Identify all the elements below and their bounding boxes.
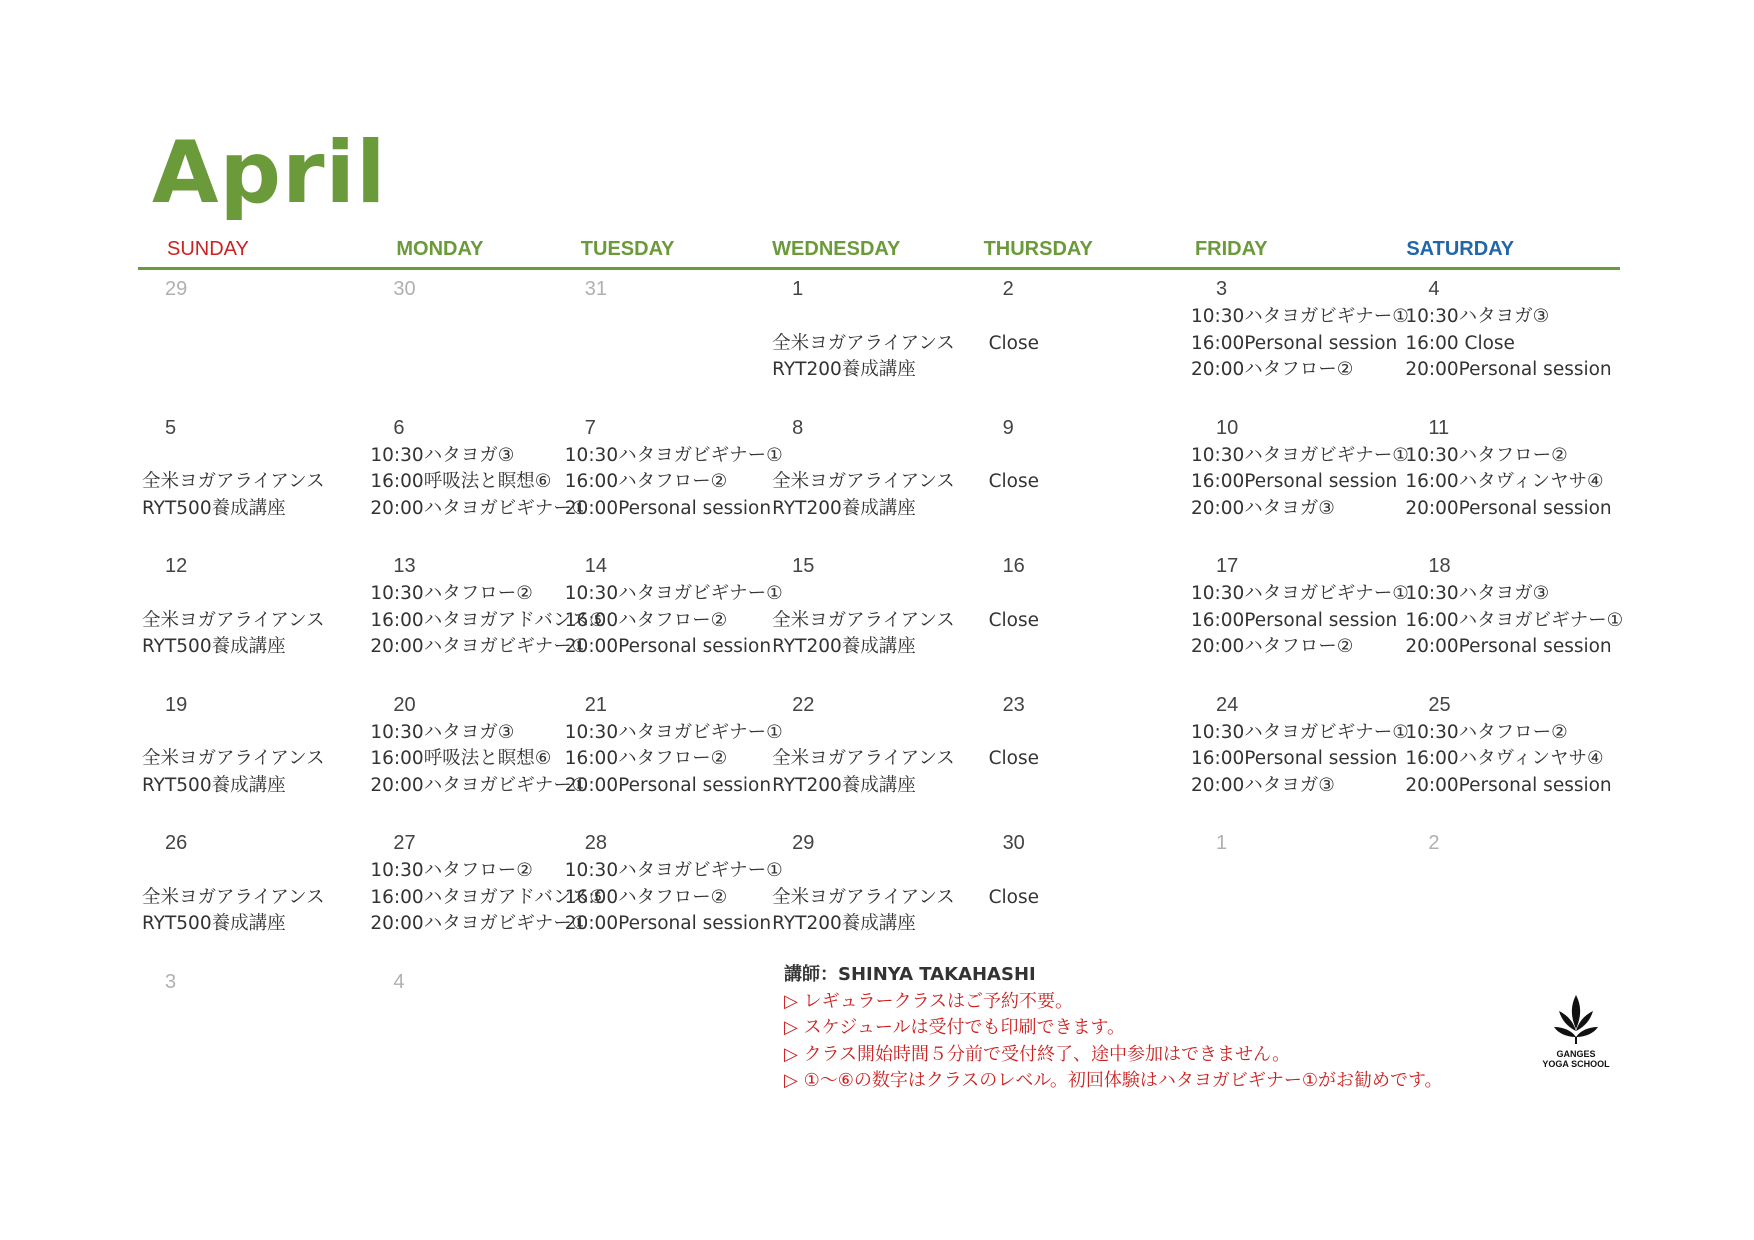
schedule-line xyxy=(772,304,955,331)
schedule-line: 20:00Personal session xyxy=(564,636,772,658)
schedule-line: 20:00Personal session xyxy=(564,913,772,935)
day-cell xyxy=(984,272,1195,411)
day-cell xyxy=(138,688,349,827)
day-cell xyxy=(772,411,983,550)
day-cell xyxy=(561,549,783,688)
schedule-line xyxy=(142,720,325,747)
day-cell xyxy=(1405,549,1624,688)
day-cell xyxy=(349,272,560,411)
day-cell xyxy=(561,688,783,827)
day-cell xyxy=(1190,411,1409,550)
day-cell xyxy=(1190,272,1409,411)
schedule-line xyxy=(989,304,1039,331)
weekday-thursday: THURSDAY xyxy=(983,238,1093,260)
schedule-line xyxy=(142,581,325,608)
schedule-line: 10:30ハタヨガ③ xyxy=(1405,306,1550,327)
day-number: 29 xyxy=(165,278,188,300)
day-schedule xyxy=(1191,304,1409,384)
day-cell xyxy=(984,411,1195,550)
schedule-line: 20:00ハタヨガ③ xyxy=(1190,774,1335,796)
schedule-line: RYT200養成講座 xyxy=(772,913,916,935)
day-schedule xyxy=(1191,720,1409,800)
schedule-line: 10:30ハタヨガビギナー① xyxy=(564,721,783,743)
note-line: ▷ ①～⑥の数字はクラスのレベル。初回体験はハタヨガビギナー①がお勧めです。 xyxy=(784,1070,1443,1091)
schedule-line: 10:30ハタヨガビギナー① xyxy=(564,583,783,604)
schedule-line: RYT500養成講座 xyxy=(142,774,286,796)
schedule-line xyxy=(989,581,1039,608)
schedule-line: 10:30ハタヨガビギナー① xyxy=(1190,444,1409,466)
day-number: 18 xyxy=(1428,555,1451,577)
day-schedule xyxy=(1191,443,1409,523)
schedule-line xyxy=(142,858,325,885)
schedule-line: Close xyxy=(988,886,1039,908)
day-cell xyxy=(1190,688,1409,827)
instructor-label: 講師：SHINYA TAKAHASHI xyxy=(784,964,1036,985)
day-number: 2 xyxy=(1002,278,1014,300)
day-cell xyxy=(349,688,589,827)
schedule-line xyxy=(772,581,955,608)
day-cell xyxy=(1406,826,1617,965)
day-number: 12 xyxy=(165,555,188,577)
day-number: 4 xyxy=(1428,278,1440,300)
month-title: April xyxy=(152,123,387,223)
day-number: 28 xyxy=(584,832,608,854)
schedule-line: 10:30ハタヨガビギナー① xyxy=(1190,721,1409,743)
weekday-wednesday: WEDNESDAY xyxy=(772,238,901,260)
schedule-line: 全米ヨガアライアンス xyxy=(772,471,955,493)
schedule-line: Close xyxy=(988,609,1039,631)
note-line: ▷ クラス開始時間５分前で受付終了、途中参加はできません。 xyxy=(784,1043,1291,1065)
day-cell xyxy=(1406,272,1617,411)
note-line: ▷ スケジュールは受付でも印刷できます。 xyxy=(784,1017,1126,1038)
schedule-line: 16:00ハタフロー② xyxy=(564,471,728,493)
schedule-line: RYT200養成講座 xyxy=(772,636,916,658)
schedule-line: 20:00Personal session xyxy=(564,774,772,796)
day-schedule xyxy=(370,720,588,800)
schedule-line: 10:30ハタフロー② xyxy=(370,583,533,604)
schedule-line: 10:30ハタヨガ③ xyxy=(370,444,515,466)
schedule-line: 16:00ハタヨガビギナー① xyxy=(1405,609,1624,631)
schedule-line: 10:30ハタヨガ③ xyxy=(370,721,515,743)
schedule-line: RYT500養成講座 xyxy=(142,636,286,658)
weekday-saturday: SATURDAY xyxy=(1406,238,1515,260)
day-schedule xyxy=(565,443,783,523)
day-schedule xyxy=(1405,304,1611,384)
schedule-line xyxy=(772,443,955,470)
notes-block xyxy=(784,962,1443,1095)
day-cell xyxy=(349,411,589,550)
schedule-line: 全米ヨガアライアンス xyxy=(142,748,325,770)
day-cell xyxy=(138,411,349,550)
schedule-line: 16:00ハタヨガアドバンス⑤ xyxy=(370,886,606,908)
day-number: 17 xyxy=(1215,555,1239,577)
day-schedule xyxy=(370,443,588,523)
day-number: 1 xyxy=(1215,832,1228,854)
day-number: 23 xyxy=(1002,693,1025,716)
day-cell xyxy=(138,965,349,1104)
schedule-line: 20:00Personal session xyxy=(1405,774,1612,796)
day-number: 10 xyxy=(1215,416,1239,439)
schedule-line: 16:00Personal session xyxy=(1190,471,1398,493)
logo-name: GANGES xyxy=(1556,1049,1596,1059)
note-line: ▷ レギュラークラスはご予約不要。 xyxy=(784,990,1074,1012)
schedule-line: 16:00 Close xyxy=(1405,332,1515,354)
day-schedule xyxy=(989,720,1039,773)
schedule-line: 全米ヨガアライアンス xyxy=(142,886,325,908)
schedule-line: 10:30ハタフロー② xyxy=(1405,721,1568,743)
day-number: 2 xyxy=(1428,832,1440,854)
day-schedule xyxy=(989,581,1039,634)
schedule-line xyxy=(142,443,325,470)
schedule-line: 16:00ハタフロー② xyxy=(564,609,728,631)
day-schedule xyxy=(772,720,955,800)
schedule-line: 20:00ハタフロー② xyxy=(1190,636,1354,658)
schedule-line xyxy=(772,720,955,747)
schedule-line: 16:00Personal session xyxy=(1190,748,1398,770)
school-logo xyxy=(1536,993,1616,1073)
schedule-line xyxy=(772,858,955,885)
schedule-line: RYT200養成講座 xyxy=(772,774,916,796)
day-number: 26 xyxy=(165,832,188,854)
schedule-line: 20:00ハタヨガビギナー① xyxy=(370,497,589,519)
day-number: 5 xyxy=(165,416,177,439)
schedule-line: 全米ヨガアライアンス xyxy=(772,886,955,908)
day-schedule xyxy=(142,581,325,661)
day-cell xyxy=(984,549,1195,688)
day-number: 1 xyxy=(792,278,804,300)
day-number: 9 xyxy=(1002,416,1014,439)
day-schedule xyxy=(1405,720,1611,800)
day-number: 22 xyxy=(792,693,815,716)
schedule-line xyxy=(989,720,1039,747)
schedule-line: 20:00Personal session xyxy=(1405,636,1612,658)
day-cell xyxy=(1406,688,1617,827)
schedule-line: 10:30ハタヨガビギナー① xyxy=(564,860,783,881)
schedule-line: 20:00ハタフロー② xyxy=(1190,359,1354,381)
day-number: 8 xyxy=(792,416,804,439)
day-cell xyxy=(772,272,983,411)
schedule-line: 全米ヨガアライアンス xyxy=(142,471,325,493)
schedule-line xyxy=(989,858,1039,885)
schedule-line: Close xyxy=(988,748,1039,770)
weekday-friday: FRIDAY xyxy=(1194,238,1268,260)
day-number: 3 xyxy=(1215,278,1228,300)
day-schedule xyxy=(565,720,783,800)
day-cell xyxy=(772,688,983,827)
day-schedule xyxy=(772,304,955,384)
schedule-line: 16:00ハタフロー② xyxy=(564,886,728,908)
lotus-leaf-icon xyxy=(1554,993,1598,1045)
day-number: 7 xyxy=(584,416,596,439)
schedule-line: RYT500養成講座 xyxy=(142,913,286,935)
schedule-line xyxy=(989,443,1039,470)
day-schedule xyxy=(989,304,1039,357)
day-schedule xyxy=(772,858,955,938)
weekday-monday: MONDAY xyxy=(396,238,484,260)
day-schedule xyxy=(989,443,1039,496)
schedule-line: 20:00Personal session xyxy=(564,497,772,519)
day-number: 14 xyxy=(584,555,608,577)
day-number: 3 xyxy=(165,970,177,993)
day-cell xyxy=(772,549,983,688)
day-number: 16 xyxy=(1002,555,1025,577)
day-cell xyxy=(561,411,783,550)
schedule-line: RYT500養成講座 xyxy=(142,497,286,519)
day-cell xyxy=(1406,411,1617,550)
header-divider xyxy=(138,267,1620,270)
schedule-line: RYT200養成講座 xyxy=(772,497,916,519)
day-cell xyxy=(984,826,1195,965)
schedule-line: 20:00ハタヨガビギナー① xyxy=(370,913,589,935)
schedule-line: 全米ヨガアライアンス xyxy=(772,609,955,631)
day-cell xyxy=(1190,549,1409,688)
day-number: 15 xyxy=(792,555,815,577)
schedule-line: Close xyxy=(988,332,1039,354)
day-cell xyxy=(349,965,560,1104)
day-number: 30 xyxy=(1002,832,1025,854)
day-number: 25 xyxy=(1428,693,1451,716)
day-schedule xyxy=(1191,581,1409,661)
day-schedule xyxy=(772,581,955,661)
weekday-tuesday: TUESDAY xyxy=(580,238,675,260)
schedule-line: 10:30ハタヨガビギナー① xyxy=(1190,306,1409,327)
schedule-line: 16:00ハタフロー② xyxy=(564,748,728,770)
day-cell xyxy=(138,826,349,965)
day-number: 30 xyxy=(393,278,416,300)
day-number: 29 xyxy=(792,832,815,854)
day-cell xyxy=(561,272,772,411)
schedule-line: 全米ヨガアライアンス xyxy=(142,609,325,631)
schedule-line: 16:00呼吸法と瞑想⑥ xyxy=(370,748,552,770)
schedule-line: 全米ヨガアライアンス xyxy=(772,748,955,770)
schedule-line: Close xyxy=(988,471,1039,493)
day-schedule xyxy=(1405,581,1623,661)
day-schedule xyxy=(1405,443,1611,523)
schedule-line: 10:30ハタヨガビギナー① xyxy=(564,444,783,466)
day-number: 20 xyxy=(393,693,416,716)
day-number: 31 xyxy=(584,278,608,300)
logo-subtitle: YOGA SCHOOL xyxy=(1542,1059,1610,1069)
day-number: 4 xyxy=(393,970,405,993)
day-cell xyxy=(1195,826,1406,965)
schedule-line: 16:00呼吸法と瞑想⑥ xyxy=(370,471,552,493)
schedule-line: 16:00ハタヴィンヤサ④ xyxy=(1405,471,1604,493)
schedule-line: 20:00ハタヨガビギナー① xyxy=(370,636,589,658)
schedule-line: 20:00ハタヨガビギナー① xyxy=(370,774,589,796)
schedule-line: 20:00Personal session xyxy=(1405,497,1612,519)
day-number: 27 xyxy=(393,832,416,854)
schedule-line: 10:30ハタヨガビギナー① xyxy=(1190,583,1409,604)
day-number: 24 xyxy=(1215,693,1239,716)
day-schedule xyxy=(989,858,1039,911)
day-schedule xyxy=(565,858,783,938)
schedule-line: 16:00Personal session xyxy=(1190,609,1398,631)
day-number: 11 xyxy=(1428,416,1450,439)
schedule-line: 全米ヨガアライアンス xyxy=(772,332,955,354)
schedule-line: 20:00Personal session xyxy=(1405,359,1612,381)
day-schedule xyxy=(142,858,325,938)
weekday-header xyxy=(138,230,1618,266)
day-cell xyxy=(561,826,783,965)
day-cell xyxy=(984,688,1195,827)
day-cell xyxy=(138,549,349,688)
schedule-line: 16:00ハタヴィンヤサ④ xyxy=(1405,748,1604,770)
day-schedule xyxy=(772,443,955,523)
schedule-line: 10:30ハタフロー② xyxy=(370,860,533,881)
schedule-line: 16:00ハタヨガアドバンス⑤ xyxy=(370,609,606,631)
schedule-line: 10:30ハタヨガ③ xyxy=(1405,583,1550,604)
day-number: 19 xyxy=(165,693,188,716)
day-number: 13 xyxy=(393,555,416,577)
schedule-line: RYT200養成講座 xyxy=(772,359,916,381)
day-cell xyxy=(138,272,349,411)
schedule-line: 16:00Personal session xyxy=(1190,332,1398,354)
day-schedule xyxy=(142,443,325,523)
day-schedule xyxy=(142,720,325,800)
schedule-line: 20:00ハタヨガ③ xyxy=(1190,497,1335,519)
weekday-sunday: SUNDAY xyxy=(167,238,249,260)
day-cell xyxy=(772,826,983,965)
day-schedule xyxy=(565,581,783,661)
schedule-line: 10:30ハタフロー② xyxy=(1405,444,1568,466)
day-number: 21 xyxy=(584,693,608,716)
day-number: 6 xyxy=(393,416,405,439)
